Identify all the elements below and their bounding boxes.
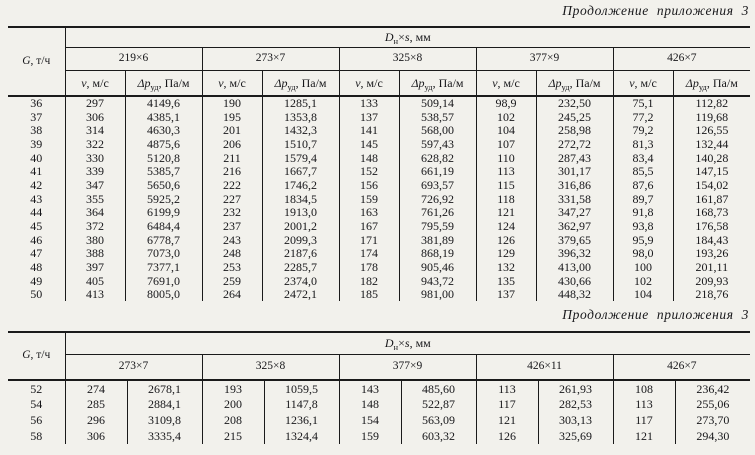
pressure-drop-value: 126,55 [673, 123, 750, 137]
flow-rate-value: 36 [30, 96, 43, 111]
velocity-value: 121 [613, 428, 675, 444]
pressure-drop-value: 485,60 [401, 380, 476, 396]
pressure-drop-value: 4385,1 [125, 110, 202, 124]
pressure-drop-value: 119,68 [673, 110, 750, 124]
pressure-drop-value: 176,58 [673, 219, 750, 233]
velocity-value: 200 [202, 396, 264, 412]
velocity-value: 208 [202, 412, 264, 428]
velocity-value: 185 [339, 288, 399, 302]
pressure-drop-value: 509,14 [399, 96, 476, 110]
velocity-value: 206 [202, 137, 262, 151]
pressure-drop-value: 5385,7 [125, 164, 202, 178]
velocity-value: 297 [65, 96, 125, 110]
velocity-value: 201 [202, 123, 262, 137]
velocity-value: 98,0 [613, 247, 673, 261]
table-row [8, 396, 750, 412]
velocity-value: 89,7 [613, 192, 673, 206]
flow-rate-value: 50 [30, 287, 43, 302]
velocity-value: 264 [202, 288, 262, 302]
pressure-drop-value: 5120,8 [125, 151, 202, 165]
flow-rate-value: 58 [30, 429, 43, 443]
pressure-drop-value: 693,57 [399, 178, 476, 192]
velocity-value: 115 [476, 178, 536, 192]
velocity-value: 75,1 [613, 96, 673, 110]
pressure-drop-value: 726,92 [399, 192, 476, 206]
velocity-value: 167 [339, 219, 399, 233]
velocity-value: 135 [476, 274, 536, 288]
flow-rate-value: 49 [30, 273, 43, 288]
velocity-value: 154 [339, 412, 401, 428]
velocity-value: 145 [339, 137, 399, 151]
velocity-value: 108 [613, 380, 675, 396]
pressure-drop-value: 6778,7 [125, 233, 202, 247]
table-row [8, 380, 750, 396]
table-row [8, 123, 750, 137]
velocity-value: 107 [476, 137, 536, 151]
flow-rate-value: 40 [30, 150, 43, 165]
velocity-value: 148 [339, 151, 399, 165]
pressure-drop-value: 193,26 [673, 247, 750, 261]
pressure-drop-value: 538,57 [399, 110, 476, 124]
table-row [8, 206, 750, 220]
pressure-drop-value: 303,13 [538, 412, 613, 428]
pressure-drop-value: 603,32 [401, 428, 476, 444]
table-row [8, 137, 750, 151]
pressure-drop-value: 140,28 [673, 151, 750, 165]
velocity-header: v, м/с [339, 70, 399, 96]
velocity-value: 126 [476, 428, 538, 444]
velocity-value: 195 [202, 110, 262, 124]
velocity-value: 83,4 [613, 151, 673, 165]
pressure-drop-value: 168,73 [673, 206, 750, 220]
pressure-drop-value: 3109,8 [127, 412, 202, 428]
pressure-drop-value: 761,26 [399, 206, 476, 220]
pressure-drop-value: 1059,5 [264, 380, 339, 396]
pressure-drop-value: 2374,0 [262, 274, 339, 288]
pressure-drop-value: 261,93 [538, 380, 613, 396]
velocity-value: 259 [202, 274, 262, 288]
pressure-drop-value: 147,15 [673, 164, 750, 178]
velocity-value: 79,2 [613, 123, 673, 137]
flow-rate-value: 48 [30, 260, 43, 275]
pressure-drop-value: 1834,5 [262, 192, 339, 206]
pressure-drop-value: 287,43 [536, 151, 613, 165]
table-row [8, 288, 750, 302]
velocity-value: 174 [339, 247, 399, 261]
pressure-drop-header: $\Delta p_{уд}$, Па/м [673, 70, 750, 96]
pressure-drop-value: 413,00 [536, 260, 613, 274]
velocity-value: 113 [613, 396, 675, 412]
pressure-drop-value: 2884,1 [127, 396, 202, 412]
velocity-value: 104 [476, 123, 536, 137]
velocity-value: 347 [65, 178, 125, 192]
pressure-drop-value: 661,19 [399, 164, 476, 178]
pressure-drop-value: 132,44 [673, 137, 750, 151]
pressure-drop-value: 396,32 [536, 247, 613, 261]
velocity-header: v, м/с [613, 70, 673, 96]
velocity-value: 380 [65, 233, 125, 247]
velocity-value: 137 [339, 110, 399, 124]
flow-rate-value: 43 [30, 191, 43, 206]
size-header: 426×7 [613, 354, 750, 380]
velocity-value: 163 [339, 206, 399, 220]
flow-rate-value: 52 [30, 381, 43, 396]
pressure-drop-value: 568,00 [399, 123, 476, 137]
flow-rate-value: 54 [30, 397, 43, 411]
velocity-value: 322 [65, 137, 125, 151]
velocity-value: 330 [65, 151, 125, 165]
pressure-drop-value: 381,89 [399, 233, 476, 247]
table-row [8, 192, 750, 206]
pressure-drop-value: 1746,2 [262, 178, 339, 192]
table-row [8, 233, 750, 247]
velocity-value: 93,8 [613, 219, 673, 233]
table-row [8, 178, 750, 192]
size-header: 273×7 [65, 354, 202, 380]
pressure-drop-value: 905,46 [399, 260, 476, 274]
pressure-drop-value: 8005,0 [125, 288, 202, 302]
velocity-value: 274 [65, 380, 127, 396]
pressure-drop-value: 184,43 [673, 233, 750, 247]
velocity-value: 413 [65, 288, 125, 302]
velocity-value: 121 [476, 206, 536, 220]
velocity-value: 143 [339, 380, 401, 396]
velocity-value: 222 [202, 178, 262, 192]
velocity-value: 95,9 [613, 233, 673, 247]
velocity-value: 129 [476, 247, 536, 261]
velocity-value: 159 [339, 428, 401, 444]
flow-rate-value: 46 [30, 232, 43, 247]
pressure-drop-value: 1147,8 [264, 396, 339, 412]
velocity-header: v, м/с [476, 70, 536, 96]
pressure-drop-value: 272,72 [536, 137, 613, 151]
pressure-drop-value: 3335,4 [127, 428, 202, 444]
velocity-value: 306 [65, 110, 125, 124]
velocity-value: 285 [65, 396, 127, 412]
pressure-drop-value: 1913,0 [262, 206, 339, 220]
velocity-value: 248 [202, 247, 262, 261]
size-header: 377×9 [476, 47, 613, 70]
velocity-value: 77,2 [613, 110, 673, 124]
pressure-drop-value: 1432,3 [262, 123, 339, 137]
velocity-value: 85,5 [613, 164, 673, 178]
pressure-drop-value: 628,82 [399, 151, 476, 165]
size-header: 273×7 [202, 47, 339, 70]
pressure-drop-value: 1324,4 [264, 428, 339, 444]
appendix-title-top: Продолжение приложения 3 [562, 3, 749, 18]
pressure-drop-value: 154,02 [673, 178, 750, 192]
velocity-value: 372 [65, 219, 125, 233]
size-header: 325×8 [202, 354, 339, 380]
velocity-value: 211 [202, 151, 262, 165]
flow-rate-header: G, т/ч [8, 332, 65, 380]
pressure-drop-value: 2001,2 [262, 219, 339, 233]
pressure-drop-value: 6199,9 [125, 206, 202, 220]
flow-rate-value: 45 [30, 219, 43, 234]
velocity-value: 117 [613, 412, 675, 428]
flow-rate-value: 44 [30, 205, 43, 220]
flow-rate-value: 38 [30, 123, 43, 138]
velocity-value: 243 [202, 233, 262, 247]
velocity-value: 253 [202, 260, 262, 274]
velocity-value: 182 [339, 274, 399, 288]
pressure-drop-value: 2099,3 [262, 233, 339, 247]
flow-rate-header: G, т/ч [8, 27, 65, 96]
velocity-value: 355 [65, 192, 125, 206]
pressure-drop-value: 161,87 [673, 192, 750, 206]
pressure-drop-value: 347,27 [536, 206, 613, 220]
pressure-drop-value: 282,53 [538, 396, 613, 412]
flow-rate-value: 56 [30, 413, 43, 427]
velocity-value: 104 [613, 288, 673, 302]
velocity-value: 190 [202, 96, 262, 110]
velocity-value: 171 [339, 233, 399, 247]
pressure-drop-header: $\Delta p_{уд}$, Па/м [399, 70, 476, 96]
velocity-value: 118 [476, 192, 536, 206]
velocity-value: 100 [613, 260, 673, 274]
velocity-value: 193 [202, 380, 264, 396]
diameter-thickness-header: $D_н\times s$, мм [65, 332, 750, 354]
pressure-drop-value: 2678,1 [127, 380, 202, 396]
velocity-value: 91,8 [613, 206, 673, 220]
velocity-value: 137 [476, 288, 536, 302]
pressure-drop-value: 981,00 [399, 288, 476, 302]
velocity-value: 215 [202, 428, 264, 444]
pressure-drop-value: 1236,1 [264, 412, 339, 428]
pressure-drop-value: 4875,6 [125, 137, 202, 151]
pressure-drop-value: 2472,1 [262, 288, 339, 302]
velocity-header: v, м/с [65, 70, 125, 96]
pressure-drop-value: 7377,1 [125, 260, 202, 274]
pressure-drop-value: 795,59 [399, 219, 476, 233]
velocity-value: 314 [65, 123, 125, 137]
diameter-thickness-header: $D_н\times s$, мм [65, 27, 750, 47]
velocity-value: 98,9 [476, 96, 536, 110]
pressure-drop-value: 2285,7 [262, 260, 339, 274]
velocity-value: 102 [476, 110, 536, 124]
pressure-drop-value: 943,72 [399, 274, 476, 288]
velocity-value: 397 [65, 260, 125, 274]
size-header: 426×7 [613, 47, 750, 70]
size-header: 219×6 [65, 47, 202, 70]
pressure-drop-header: $\Delta p_{уд}$, Па/м [125, 70, 202, 96]
pressure-drop-value: 7691,0 [125, 274, 202, 288]
pressure-drop-value: 112,82 [673, 96, 750, 110]
table-row [8, 96, 750, 110]
velocity-value: 124 [476, 219, 536, 233]
velocity-value: 159 [339, 192, 399, 206]
pressure-drop-value: 294,30 [675, 428, 750, 444]
velocity-value: 339 [65, 164, 125, 178]
pressure-drop-value: 4630,3 [125, 123, 202, 137]
table-row [8, 247, 750, 261]
size-header: 325×8 [339, 47, 476, 70]
table-row [8, 164, 750, 178]
pressure-drop-value: 201,11 [673, 260, 750, 274]
velocity-value: 237 [202, 219, 262, 233]
pressure-drop-value: 1510,7 [262, 137, 339, 151]
pressure-drop-value: 522,87 [401, 396, 476, 412]
velocity-header: v, м/с [202, 70, 262, 96]
velocity-value: 232 [202, 206, 262, 220]
velocity-value: 152 [339, 164, 399, 178]
table-row [8, 151, 750, 165]
pressure-drop-value: 316,86 [536, 178, 613, 192]
velocity-value: 178 [339, 260, 399, 274]
pressure-drop-value: 4149,6 [125, 96, 202, 110]
table-body [8, 96, 750, 301]
table-row [8, 412, 750, 428]
velocity-value: 148 [339, 396, 401, 412]
velocity-value: 117 [476, 396, 538, 412]
velocity-value: 141 [339, 123, 399, 137]
flow-rate-value: 39 [30, 136, 43, 151]
pressure-drop-value: 1667,7 [262, 164, 339, 178]
velocity-value: 132 [476, 260, 536, 274]
pressure-drop-value: 325,69 [538, 428, 613, 444]
pressure-drop-value: 209,93 [673, 274, 750, 288]
flow-rate-value: 41 [30, 164, 43, 179]
velocity-value: 296 [65, 412, 127, 428]
pressure-drop-value: 868,19 [399, 247, 476, 261]
velocity-value: 102 [613, 274, 673, 288]
pressure-drop-value: 448,32 [536, 288, 613, 302]
table-row [8, 110, 750, 124]
velocity-value: 126 [476, 233, 536, 247]
appendix-title-middle: Продолжение приложения 3 [562, 307, 749, 322]
velocity-value: 405 [65, 274, 125, 288]
flow-rate-value: 47 [30, 246, 43, 261]
velocity-value: 113 [476, 380, 538, 396]
table-row [8, 260, 750, 274]
pressure-drop-value: 597,43 [399, 137, 476, 151]
pressure-drop-value: 258,98 [536, 123, 613, 137]
pressure-drop-value: 563,09 [401, 412, 476, 428]
velocity-value: 113 [476, 164, 536, 178]
pressure-drop-header: $\Delta p_{уд}$, Па/м [536, 70, 613, 96]
table-row [8, 219, 750, 233]
size-header: 426×11 [476, 354, 613, 380]
velocity-value: 110 [476, 151, 536, 165]
pressure-drop-value: 218,76 [673, 288, 750, 302]
velocity-value: 81,3 [613, 137, 673, 151]
pressure-drop-value: 1353,8 [262, 110, 339, 124]
pressure-drop-value: 362,97 [536, 219, 613, 233]
velocity-value: 121 [476, 412, 538, 428]
flow-rate-value: 37 [30, 109, 43, 124]
pressure-drop-value: 379,65 [536, 233, 613, 247]
pressure-drop-value: 6484,4 [125, 219, 202, 233]
pressure-drop-value: 5925,2 [125, 192, 202, 206]
pressure-drop-value: 7073,0 [125, 247, 202, 261]
velocity-value: 156 [339, 178, 399, 192]
size-header: 377×9 [339, 354, 476, 380]
velocity-value: 306 [65, 428, 127, 444]
velocity-value: 87,6 [613, 178, 673, 192]
pressure-drop-value: 1579,4 [262, 151, 339, 165]
velocity-value: 216 [202, 164, 262, 178]
velocity-value: 227 [202, 192, 262, 206]
pressure-drop-value: 331,58 [536, 192, 613, 206]
pressure-drop-value: 2187,6 [262, 247, 339, 261]
pressure-drop-value: 232,50 [536, 96, 613, 110]
table-row [8, 428, 750, 444]
table-row [8, 274, 750, 288]
pressure-drop-value: 5650,6 [125, 178, 202, 192]
pressure-drop-value: 245,25 [536, 110, 613, 124]
table-body [8, 380, 750, 444]
pressure-drop-value: 430,66 [536, 274, 613, 288]
velocity-value: 388 [65, 247, 125, 261]
pressure-drop-value: 1285,1 [262, 96, 339, 110]
velocity-value: 364 [65, 206, 125, 220]
pressure-drop-header: $\Delta p_{уд}$, Па/м [262, 70, 339, 96]
pressure-drop-value: 273,70 [675, 412, 750, 428]
flow-rate-value: 42 [30, 177, 43, 192]
pipe-table-upper [8, 26, 750, 301]
pressure-drop-value: 301,17 [536, 164, 613, 178]
pressure-drop-value: 236,42 [675, 380, 750, 396]
pipe-table-lower [8, 331, 750, 444]
velocity-value: 133 [339, 96, 399, 110]
pressure-drop-value: 255,06 [675, 396, 750, 412]
